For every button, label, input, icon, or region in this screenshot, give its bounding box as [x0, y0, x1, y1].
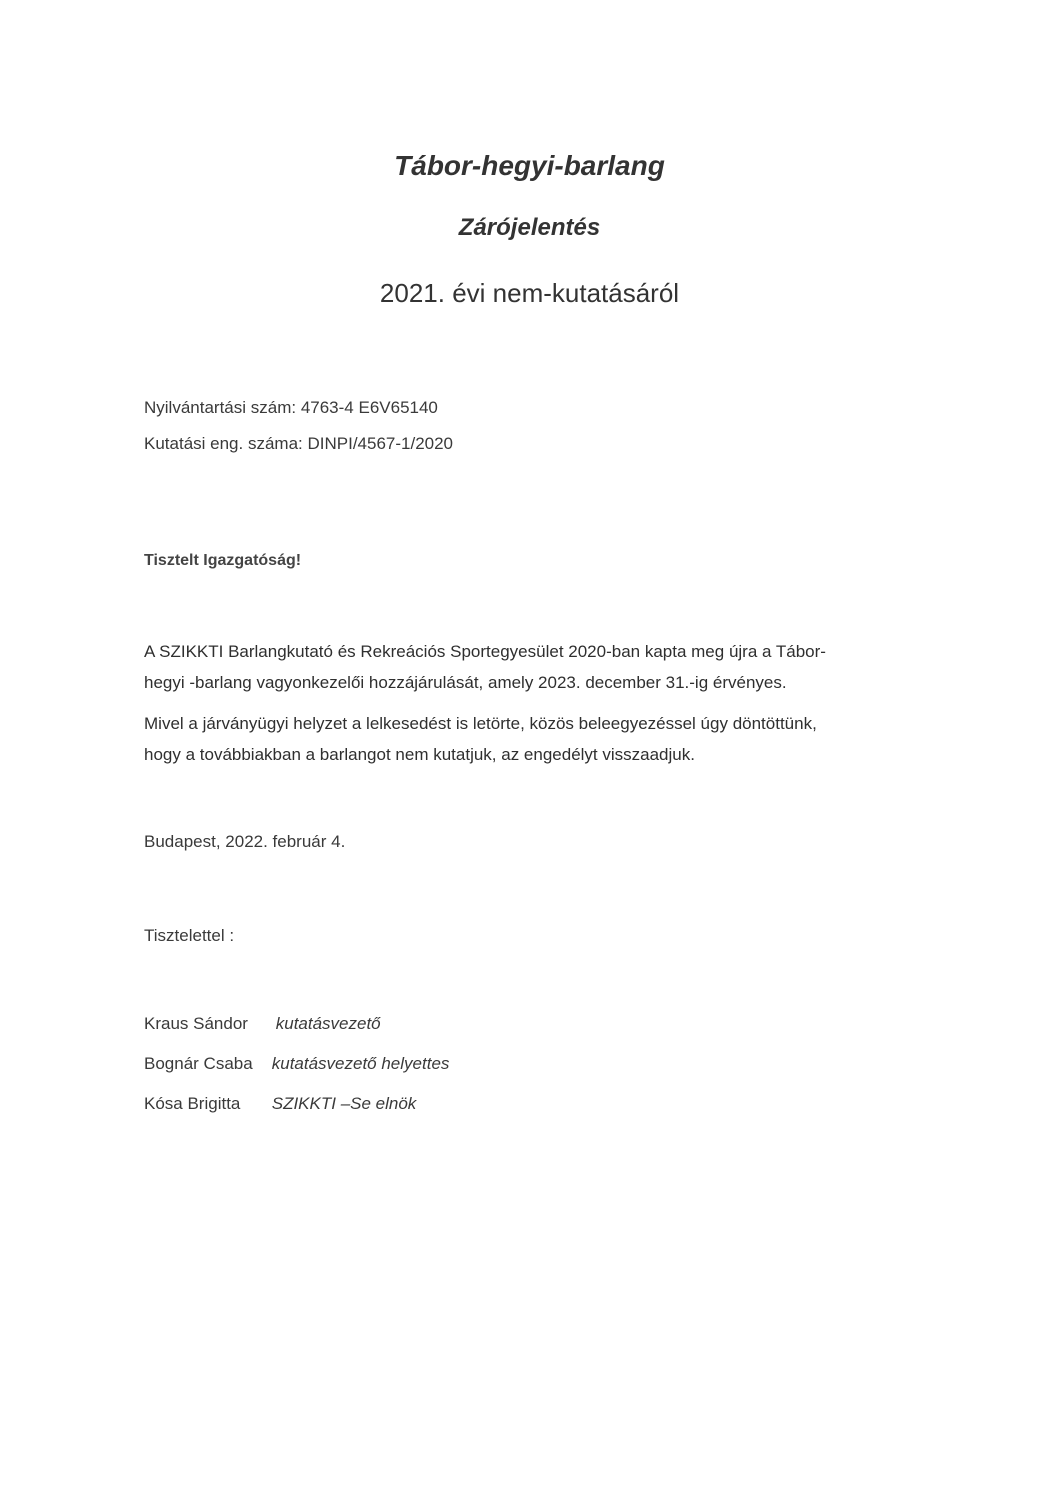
closing: Tisztelettel :	[144, 926, 235, 945]
signatory-row	[144, 1054, 449, 1074]
signatory-name: Kraus Sándor	[144, 1014, 248, 1033]
permit-number: Kutatási eng. száma: DINPI/4567-1/2020	[144, 434, 454, 453]
document-title: Tábor-hegyi-barlang	[394, 150, 665, 181]
greeting: Tisztelt Igazgatóság!	[144, 552, 302, 569]
registration-number: Nyilvántartási szám: 4763-4 E6V65140	[144, 398, 438, 417]
document-year-line: 2021. évi nem-kutatásáról	[379, 278, 680, 308]
signatory-name: Kósa Brigitta	[144, 1094, 241, 1113]
paragraph-1	[144, 636, 904, 698]
paragraph-2-line-2: hogy a továbbiakban a barlangot nem kutatjuk, az engedélyt visszaadjuk.	[144, 745, 695, 764]
signatory-name: Bognár Csaba	[144, 1054, 253, 1073]
paragraph-1-line-2: hegyi -barlang vagyonkezelői hozzájárulását, amely 2023. december 31.-ig érvényes.	[144, 673, 787, 692]
signatory-role: kutatásvezető helyettes	[271, 1054, 450, 1073]
signatory-role: SZIKKTI –Se elnök	[271, 1094, 417, 1113]
paragraph-1-line-1: A SZIKKTI Barlangkutató és Rekreációs Sportegyesület 2020-ban kapta meg újra a Tábor-	[144, 642, 826, 661]
signatory-row	[144, 1014, 381, 1034]
signatory-row	[144, 1094, 416, 1114]
paragraph-2-line-1: Mivel a járványügyi helyzet a lelkesedést is letörte, közös beleegyezéssel úgy döntöttünk,	[144, 714, 817, 733]
document-subtitle: Zárójelentés	[458, 214, 601, 241]
paragraph-2	[144, 708, 904, 770]
place-date: Budapest, 2022. február 4.	[144, 832, 346, 851]
signatory-role: kutatásvezető	[275, 1014, 381, 1033]
